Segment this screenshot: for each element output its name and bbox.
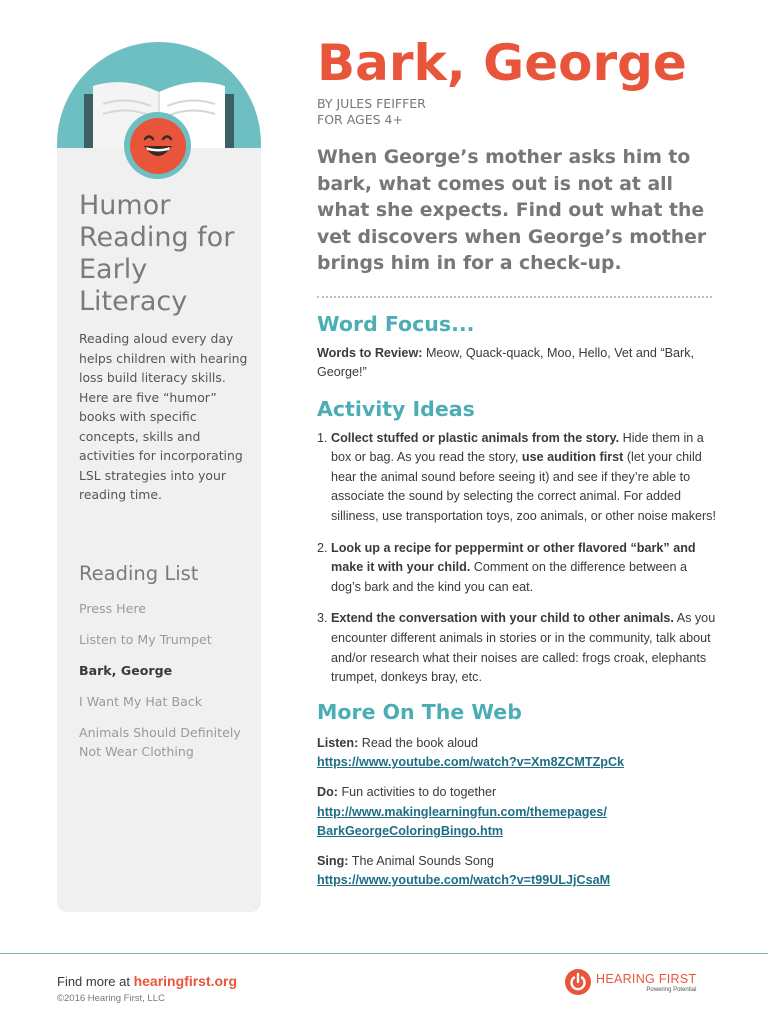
web-item-label: Listen: xyxy=(317,735,359,750)
activity-emphasis: use audition first xyxy=(521,450,624,465)
sidebar-title: Humor Reading for Early Literacy xyxy=(79,190,235,317)
web-item-desc: The Animal Sounds Song xyxy=(348,853,494,868)
sidebar xyxy=(57,42,261,912)
reading-list-item-press-here[interactable]: Press Here xyxy=(79,601,147,616)
activities-link[interactable] xyxy=(317,803,717,842)
word-focus-words: Meow, Quack-quack, Moo, Hello, Vet and “Bark, George!” xyxy=(317,345,695,380)
dotted-divider xyxy=(317,296,712,298)
activity-number: 1. xyxy=(317,430,328,445)
activity-ideas-heading: Activity Ideas xyxy=(317,396,475,421)
reading-list-item-i-want-my-hat-back[interactable]: I Want My Hat Back xyxy=(79,694,203,709)
logo-tagline: Powering Potential xyxy=(646,986,697,993)
web-item-label: Sing: xyxy=(317,853,349,868)
reading-list-item-listen-to-my-trumpet[interactable]: Listen to My Trumpet xyxy=(79,632,212,647)
ages-line: FOR AGES 4+ xyxy=(317,112,403,127)
footer xyxy=(57,973,237,1004)
reading-list-heading: Reading List xyxy=(79,562,199,585)
activities-link-line1[interactable]: http://www.makinglearningfun.com/themepages/ xyxy=(317,804,607,819)
activity-item xyxy=(317,539,717,598)
hearing-first-logo xyxy=(565,969,696,995)
web-item-desc: Fun activities to do together xyxy=(337,785,497,799)
word-focus-text xyxy=(317,344,717,383)
web-item-sing xyxy=(317,852,717,891)
activity-number: 3. xyxy=(317,611,328,626)
footer-divider xyxy=(0,953,768,954)
more-on-the-web-heading: More On The Web xyxy=(317,699,522,724)
activity-text-cont: (let your child hear the animal sound before seeing it) and see if they’re able to associate the sound by selecting the correct animal. For added silliness, use transportation toys, zoo animals, or other noise makers! xyxy=(331,450,716,524)
activity-item xyxy=(317,609,717,687)
hearingfirst-link[interactable]: hearingfirst.org xyxy=(133,973,238,989)
youtube-read-aloud-link[interactable]: https://www.youtube.com/watch?v=Xm8ZCMTZpCk xyxy=(317,755,625,770)
footer-find-prefix: Find more at xyxy=(57,974,134,989)
main-content xyxy=(317,30,717,891)
reading-list-item-bark-george[interactable]: Bark, George xyxy=(79,663,173,678)
activity-text: Hide them in a box or bag. As you read the story, xyxy=(331,430,704,465)
activities-link-line2[interactable]: BarkGeorgeColoringBingo.htm xyxy=(317,824,504,839)
activity-lead: Look up a recipe for peppermint or other flavored “bark” and make it with your child. xyxy=(331,540,696,575)
activity-number: 2. xyxy=(317,540,328,555)
activity-list xyxy=(317,429,717,688)
activity-text: As you encounter different animals in stories or in the community, talk about and/or research what their noises are called: frogs croak, elephants trumpet, donkeys bray, etc. xyxy=(331,611,716,685)
reading-list-item-animals-should-not-wear-clothing[interactable]: Animals Should Definitely Not Wear Clothing xyxy=(79,725,241,759)
web-item-label: Do: xyxy=(317,785,338,799)
copyright: ©2016 Hearing First, LLC xyxy=(57,993,165,1004)
web-item-listen xyxy=(317,734,717,773)
book-title: Bark, George xyxy=(317,34,687,92)
web-item-desc: Read the book aloud xyxy=(358,735,479,750)
word-focus-label: Words to Review: xyxy=(317,345,423,360)
activity-lead: Collect stuffed or plastic animals from the story. xyxy=(331,430,620,445)
activity-lead: Extend the conversation with your child to other animals. xyxy=(331,611,674,626)
activity-item xyxy=(317,429,717,527)
sidebar-intro: Reading aloud every day helps children with hearing loss build literacy skills. Here are five “humor” books with specific concepts, skills and activities for incorporating LSL strategies into your reading time. xyxy=(79,331,248,502)
footer-find-more xyxy=(57,973,237,989)
logo-name: HEARING FIRST xyxy=(596,971,697,986)
author-line: BY JULES FEIFFER xyxy=(317,96,426,111)
laughing-face-icon xyxy=(124,112,191,179)
activity-text: Comment on the difference between a dog’s bark and the kind you can eat. xyxy=(331,560,688,594)
book-summary: When George’s mother asks him to bark, what comes out is not at all what she expects. Find out what the vet discovers when George’s mother brings him in for a check-up. xyxy=(317,147,707,274)
reading-list xyxy=(79,599,254,773)
web-item-do xyxy=(317,783,717,842)
power-icon xyxy=(565,969,591,995)
word-focus-heading: Word Focus... xyxy=(317,311,475,336)
youtube-song-link[interactable]: https://www.youtube.com/watch?v=t99ULJjCsaM xyxy=(317,873,611,888)
